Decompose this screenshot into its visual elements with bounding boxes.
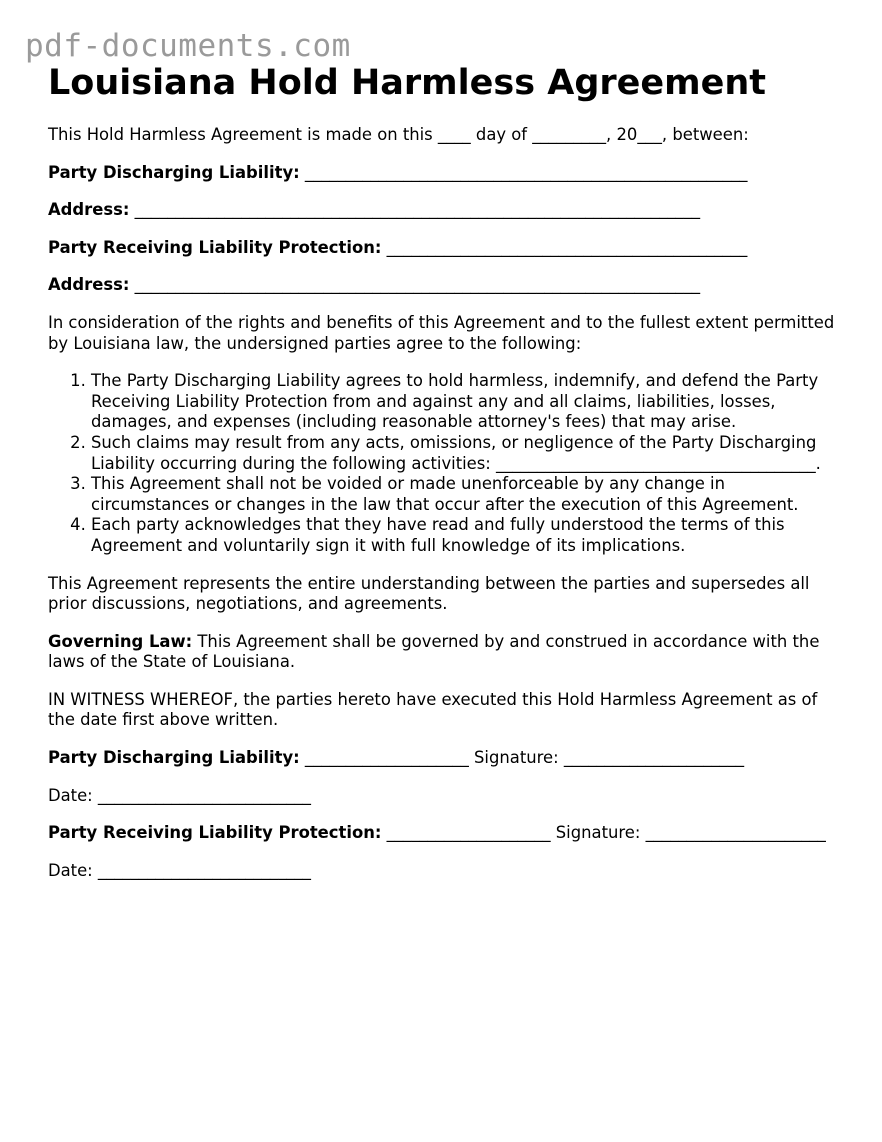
party-discharging-label: Party Discharging Liability: [48, 162, 300, 182]
signature-receiving-label: Party Receiving Liability Protection: [48, 823, 382, 843]
date1-line: Date: __________________________ [48, 785, 311, 805]
term-item: 2. Such claims may result from any acts, omissions, or negligence of the Party Discharging Liability occurring during the following activities: _______________________________________. [91, 433, 848, 474]
witness-paragraph: IN WITNESS WHEREOF, the parties hereto have executed this Hold Harmless Agreement as of the date first above written. [48, 689, 818, 730]
signature-receiving-line [48, 823, 848, 844]
address1-label: Address: [48, 200, 130, 220]
terms-list [48, 371, 848, 556]
address2-blank: _____________________________________________________________________ [134, 275, 701, 295]
address2-label: Address: [48, 275, 130, 295]
document-body [48, 125, 848, 898]
document-title: Louisiana Hold Harmless Agreement [48, 63, 766, 103]
address1-blank: _____________________________________________________________________ [134, 200, 701, 220]
intro-paragraph: This Hold Harmless Agreement is made on this ____ day of _________, 20___, between: [48, 125, 749, 144]
signature-receiving-blanks: ____________________ Signature: ______________________ [381, 823, 826, 843]
signature-discharging-line [48, 748, 848, 769]
term-item: 1. The Party Discharging Liability agrees to hold harmless, indemnify, and defend the Party Receiving Liability Protection from and against any and all claims, liabilities, losses, damages, and expenses (including reasonable attorney's fees) that may arise. [91, 371, 848, 433]
signature-discharging-blanks: ____________________ Signature: ______________________ [299, 748, 745, 768]
entire-agreement-paragraph: This Agreement represents the entire understanding between the parties and supersedes all prior discussions, negotiations, and agreements. [48, 573, 810, 614]
consideration-paragraph: In consideration of the rights and benefits of this Agreement and to the fullest extent permitted by Louisiana law, the undersigned parties agree to the following: [48, 312, 835, 353]
party-receiving-blank: ____________________________________________ [386, 237, 748, 257]
watermark: pdf-documents.com [25, 28, 351, 64]
address1-field [48, 200, 848, 221]
governing-law-paragraph [48, 632, 848, 673]
party-receiving-field [48, 238, 848, 259]
address2-field [48, 275, 848, 296]
term-item: 3. This Agreement shall not be voided or made unenforceable by any change in circumstances or changes in the law that occur after the execution of this Agreement. [91, 474, 848, 515]
governing-law-text: This Agreement shall be governed by and construed in accordance with the laws of the State of Louisiana. [48, 631, 820, 672]
signature-discharging-label: Party Discharging Liability: [48, 748, 300, 768]
date2-line: Date: __________________________ [48, 860, 311, 880]
party-discharging-blank: ______________________________________________________ [304, 162, 748, 182]
term-item: 4. Each party acknowledges that they have read and fully understood the terms of this Agreement and voluntarily sign it with full knowledge of its implications. [91, 515, 848, 556]
party-receiving-label: Party Receiving Liability Protection: [48, 237, 382, 257]
party-discharging-field [48, 163, 848, 184]
governing-law-label: Governing Law: [48, 631, 193, 651]
